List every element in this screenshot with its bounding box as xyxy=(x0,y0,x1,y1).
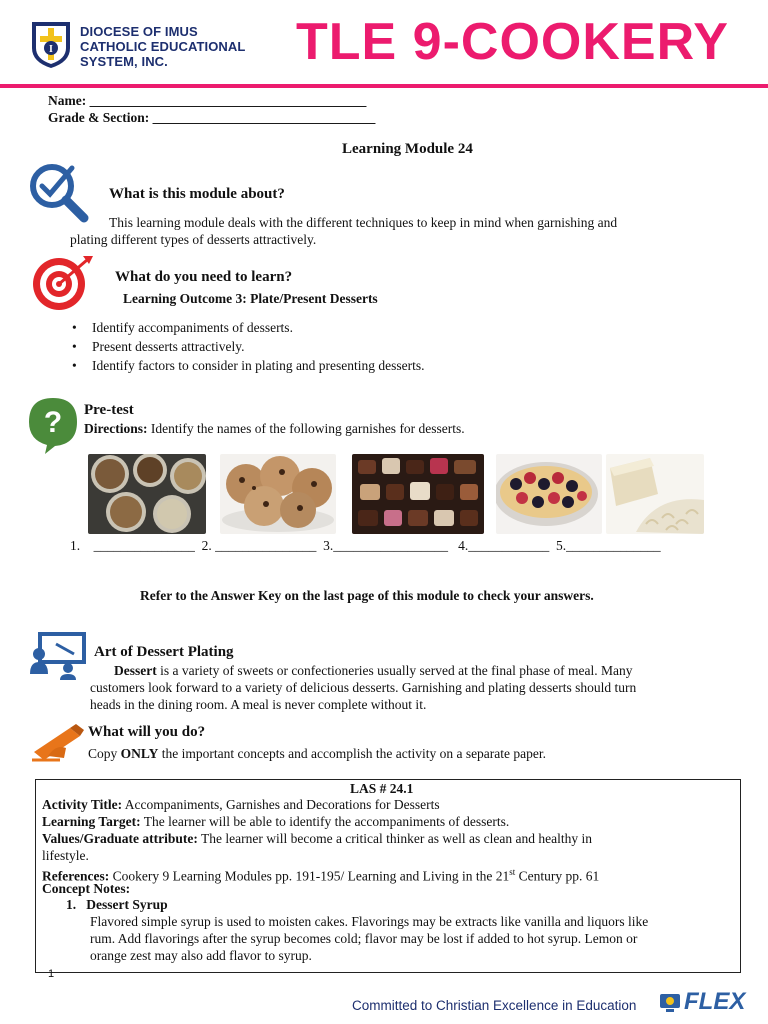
refs-label: References: xyxy=(42,868,110,884)
module-title: Learning Module 24 xyxy=(342,141,473,157)
monitor-icon xyxy=(658,990,682,1014)
name-line xyxy=(48,93,366,109)
directions-text: Identify the names of the following garnishes for desserts. xyxy=(150,421,465,436)
art-text-line: customers look forward to a variety of delicious desserts. Garnishing and plating desserts should turn xyxy=(90,680,637,695)
org-name-line: CATHOLIC EDUCATIONAL xyxy=(80,39,246,54)
todo-text: the important concepts and accomplish the activity on a separate paper. xyxy=(158,746,547,761)
white-chocolate-shavings-photo xyxy=(606,454,704,534)
activity-title xyxy=(42,797,440,814)
values-attribute xyxy=(42,831,592,848)
concept-item-text: Flavored simple syrup is used to moisten cakes. Flavorings may be extracts like vanilla and liquors like xyxy=(90,914,649,929)
todo-heading: What will you do? xyxy=(88,724,206,740)
about-heading: What is this module about? xyxy=(109,186,285,202)
refs-text: Century pp. 61 xyxy=(515,868,600,884)
pretest-heading: Pre-test xyxy=(84,402,134,418)
refs-superscript: st xyxy=(509,867,516,877)
page-title: TLE 9-COOKERY xyxy=(296,13,729,71)
concept-item-heading xyxy=(66,897,168,914)
values-text: The learner will become a critical thinker as well as clean and healthy in xyxy=(197,831,592,846)
activity-label: Activity Title: xyxy=(42,797,123,812)
grade-blank[interactable]: _________________________________ xyxy=(152,110,376,125)
svg-text:?: ? xyxy=(43,406,63,439)
grade-label: Grade & Section: xyxy=(48,110,150,125)
activity-text: Accompaniments, Garnishes and Decorations for Desserts xyxy=(122,797,440,812)
art-text-line: heads in the dining room. A meal is never complete without it. xyxy=(90,697,427,712)
learning-outcome: Learning Outcome 3: Plate/Present Desserts xyxy=(123,291,378,306)
flex-logo xyxy=(658,990,682,1019)
about-text-line: This learning module deals with the different techniques to keep in mind when garnishing and xyxy=(109,215,618,230)
art-text: is a variety of sweets or confectioneries usually served at the final phase of meal. Many xyxy=(156,663,633,678)
values-text-cont: lifestyle. xyxy=(42,848,89,863)
name-blank[interactable]: _________________________________________ xyxy=(89,93,367,108)
grade-line xyxy=(48,110,375,126)
directions-label: Directions: xyxy=(84,421,148,436)
org-name xyxy=(80,24,245,69)
chocolates-photo xyxy=(352,454,484,534)
target-label: Learning Target: xyxy=(42,814,141,829)
list-item: • Identify accompaniments of desserts. xyxy=(70,318,425,337)
nuts-photo xyxy=(88,454,206,534)
learn-heading: What do you need to learn? xyxy=(115,269,293,285)
dessert-term: Dessert xyxy=(114,663,157,678)
cookies-photo xyxy=(220,454,336,534)
flex-brand: FLEX xyxy=(684,988,746,1015)
org-name-line: DIOCESE OF IMUS xyxy=(80,24,198,39)
writing-hand-icon xyxy=(30,722,86,767)
target-icon xyxy=(29,254,97,317)
art-heading: Art of Dessert Plating xyxy=(94,644,234,660)
name-label: Name: xyxy=(48,93,87,108)
list-item: • Present desserts attractively. xyxy=(70,337,425,356)
answer-key-note: Refer to the Answer Key on the last page of this module to check your answers. xyxy=(140,588,594,603)
concept-item-text: rum. Add flavorings after the syrup becomes cold; flavor may be lost if added to hot syrup. Lemon or xyxy=(90,931,638,946)
about-text-line: plating different types of desserts attractively. xyxy=(70,232,317,247)
refs-text: Cookery 9 Learning Modules pp. 191-195/ Learning and Living in the 21 xyxy=(109,868,510,884)
values-label: Values/Graduate attribute: xyxy=(42,831,198,846)
target-text: The learner will be able to identify the accompaniments of desserts. xyxy=(140,814,510,829)
svg-text:I: I xyxy=(49,44,53,55)
todo-emphasis: ONLY xyxy=(120,746,159,761)
todo-instruction xyxy=(88,746,546,763)
art-text-line xyxy=(114,663,632,680)
question-bubble-icon xyxy=(25,396,81,459)
list-item: • Identify factors to consider in plating and presenting desserts. xyxy=(70,356,425,375)
concept-notes-label: Concept Notes: xyxy=(42,881,131,896)
todo-text: Copy xyxy=(88,746,121,761)
las-number: LAS # 24.1 xyxy=(350,781,414,796)
learning-objectives xyxy=(70,318,425,375)
concept-item-text: orange zest may also add flavor to syrup. xyxy=(90,948,312,963)
org-name-line: SYSTEM, INC. xyxy=(80,54,168,69)
teacher-board-icon xyxy=(30,632,88,685)
magnifier-check-icon xyxy=(26,162,102,231)
pretest-directions xyxy=(84,421,465,438)
pretest-answer-blanks[interactable]: 1. _______________ 2. _______________ 3._________________ 4.____________ 5.______________ xyxy=(70,538,661,553)
footer-motto: Committed to Christian Excellence in Education xyxy=(352,998,637,1013)
header-divider xyxy=(0,84,768,88)
fruit-tart-photo xyxy=(496,454,602,534)
las-box xyxy=(35,779,741,973)
item-title: Dessert Syrup xyxy=(86,897,168,912)
learning-target xyxy=(42,814,509,831)
diocese-seal-icon xyxy=(26,18,76,70)
item-number: 1. xyxy=(66,897,77,912)
page-number: 1 xyxy=(48,968,55,980)
